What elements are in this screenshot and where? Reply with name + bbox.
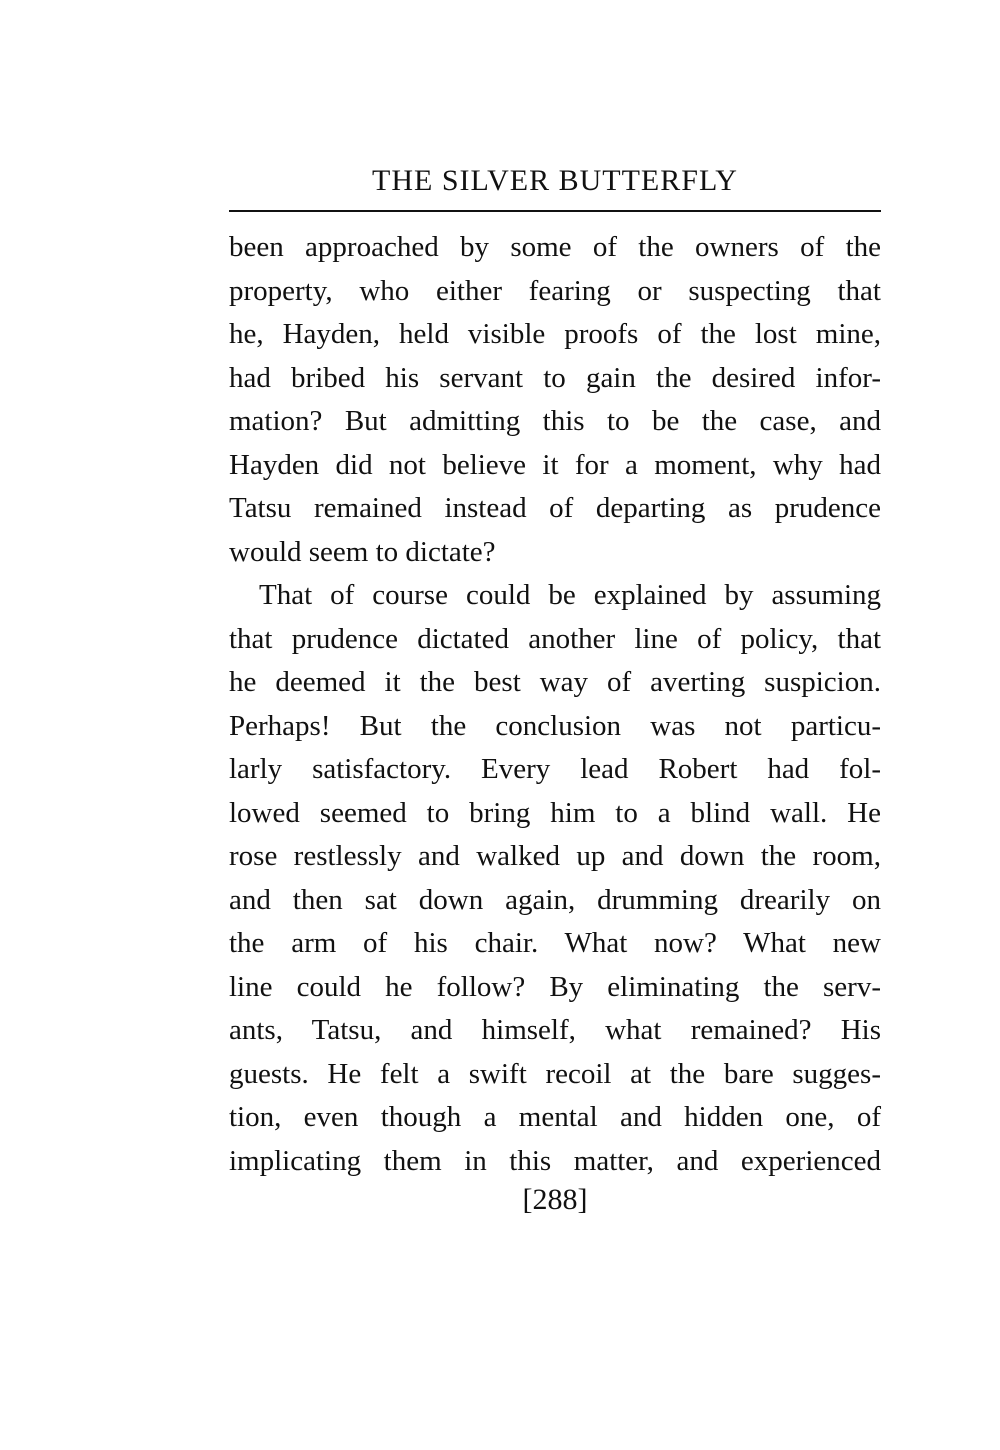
- running-title: THE SILVER BUTTERFLY: [372, 164, 738, 197]
- text-line: would seem to dictate?: [229, 535, 496, 568]
- text-line: been approached by some of the owners of the: [229, 231, 881, 263]
- page-number: [288]: [522, 1183, 588, 1216]
- text-line: that prudence dictated another line of policy, that: [229, 622, 881, 655]
- text-line: implicating them in this matter, and experienced: [229, 1144, 881, 1177]
- text-line: and then sat down again, drumming drearily on: [229, 883, 881, 916]
- text-line: he deemed it the best way of averting suspicion.: [229, 666, 881, 698]
- text-line: rose restlessly and walked up and down the room,: [229, 840, 881, 872]
- text-line: That of course could be explained by assuming: [259, 579, 881, 611]
- text-line: mation? But admitting this to be the case, and: [229, 405, 881, 437]
- paragraph-1: [229, 226, 881, 574]
- text-line: lowed seemed to bring him to a blind wall. He: [229, 796, 881, 829]
- body-text: [229, 226, 881, 1183]
- text-line: Tatsu remained instead of departing as prudence: [229, 492, 881, 524]
- text-line: larly satisfactory. Every lead Robert had fol-: [229, 753, 881, 785]
- text-line: Perhaps! But the conclusion was not particu-: [229, 709, 881, 742]
- text-line: had bribed his servant to gain the desired infor-: [229, 361, 881, 394]
- text-line: he, Hayden, held visible proofs of the lost mine,: [229, 318, 881, 350]
- paragraph-2: [229, 574, 881, 1183]
- text-line: guests. He felt a swift recoil at the bare sugges-: [229, 1057, 881, 1090]
- text-line: ants, Tatsu, and himself, what remained? His: [229, 1014, 881, 1046]
- text-line: Hayden did not believe it for a moment, why had: [229, 448, 881, 481]
- text-line: tion, even though a mental and hidden one, of: [229, 1101, 881, 1133]
- text-line: property, who either fearing or suspecting that: [229, 274, 881, 307]
- header-rule: [229, 210, 881, 212]
- text-line: the arm of his chair. What now? What new: [229, 927, 881, 959]
- text-line: line could he follow? By eliminating the serv-: [229, 970, 881, 1003]
